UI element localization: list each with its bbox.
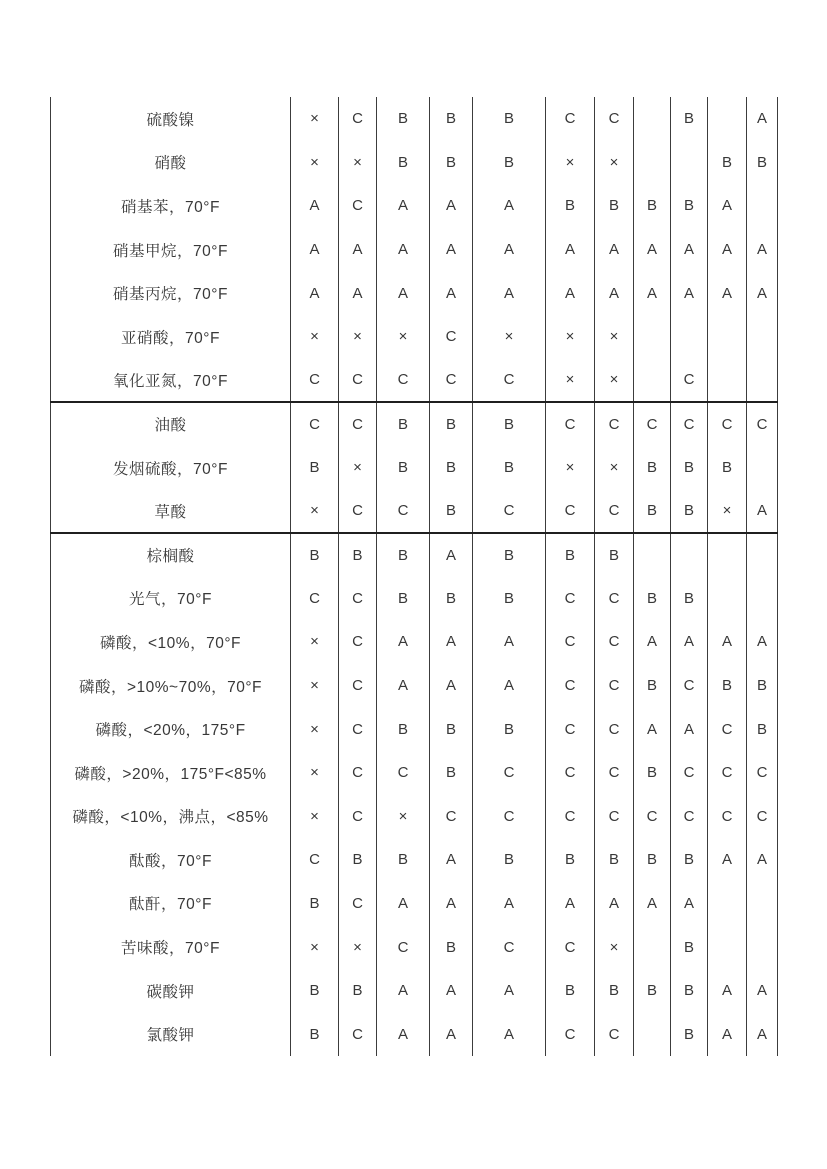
rating-cell: A	[339, 228, 377, 272]
rating-cell: A	[634, 228, 671, 272]
rating-cell: A	[756, 241, 767, 259]
rating-cell: A	[377, 1012, 430, 1056]
rating-cell: B	[473, 838, 546, 882]
rating-cell: A	[430, 969, 473, 1013]
rating-cell: A	[473, 228, 546, 272]
rating-cell: ×	[377, 315, 430, 359]
rating-cell: C	[595, 1012, 634, 1056]
rating-cell: A	[634, 271, 671, 315]
rating-cell: B	[595, 838, 634, 882]
rating-cell: C	[377, 925, 430, 969]
rating-cell: B	[473, 707, 546, 751]
rating-cell: A	[756, 851, 767, 869]
rating-cell: C	[634, 795, 671, 839]
rating-cell: A	[546, 228, 595, 272]
rating-cell: B	[430, 446, 473, 490]
rating-cell: B	[634, 446, 671, 490]
rating-cell: ×	[546, 141, 595, 185]
rating-cell: A	[339, 271, 377, 315]
rating-cell: A	[756, 284, 767, 302]
rating-cell: C	[339, 751, 377, 795]
rating-cell: A	[473, 969, 546, 1013]
rating-cell	[747, 925, 778, 969]
rating-cell: A	[473, 184, 546, 228]
rating-cell: ×	[291, 315, 339, 359]
rating-cell: B	[473, 577, 546, 621]
rating-cell: B	[430, 97, 473, 141]
rating-cell: B	[634, 838, 671, 882]
rating-cell: C	[708, 402, 747, 446]
rating-cell: B	[377, 707, 430, 751]
rating-cell: C	[339, 664, 377, 708]
rating-cell: B	[546, 533, 595, 577]
table-row	[51, 838, 778, 882]
table-row	[51, 664, 778, 708]
rating-cell: A	[430, 184, 473, 228]
rating-cell: A	[671, 228, 708, 272]
rating-cell: C	[339, 620, 377, 664]
rating-cell: C	[546, 97, 595, 141]
rating-cell: C	[473, 925, 546, 969]
rating-cell	[747, 446, 778, 490]
rating-cell: B	[377, 577, 430, 621]
table-body	[51, 97, 778, 1056]
table-row	[51, 1012, 778, 1056]
rating-cell: A	[473, 664, 546, 708]
table-row	[51, 707, 778, 751]
rating-cell: A	[430, 271, 473, 315]
rating-cell: C	[339, 359, 377, 403]
rating-cell: B	[473, 533, 546, 577]
rating-cell: A	[377, 228, 430, 272]
rating-cell	[747, 882, 778, 926]
rating-cell: A	[708, 271, 747, 315]
chemical-name-cell: 油酸	[51, 402, 291, 446]
rating-cell: C	[339, 402, 377, 446]
rating-cell: ×	[291, 925, 339, 969]
rating-cell: C	[671, 664, 708, 708]
chemical-name-cell: 磷酸，>10%~70%，70°F	[51, 664, 291, 708]
rating-cell: C	[339, 882, 377, 926]
rating-cell: C	[339, 795, 377, 839]
rating-cell: A	[595, 271, 634, 315]
chemical-name-cell: 硝基甲烷，70°F	[51, 228, 291, 272]
rating-cell: C	[671, 751, 708, 795]
rating-cell: A	[671, 620, 708, 664]
rating-cell: B	[473, 402, 546, 446]
rating-cell: B	[634, 664, 671, 708]
rating-cell: C	[339, 577, 377, 621]
table-row	[51, 228, 778, 272]
chemical-name-cell: 发烟硫酸，70°F	[51, 446, 291, 490]
rating-cell	[708, 315, 747, 359]
rating-cell: C	[473, 751, 546, 795]
rating-cell	[671, 533, 708, 577]
rating-cell: A	[671, 271, 708, 315]
rating-cell: A	[377, 271, 430, 315]
rating-cell	[708, 882, 747, 926]
rating-cell: B	[634, 489, 671, 533]
rating-cell: C	[291, 577, 339, 621]
table-row	[51, 925, 778, 969]
rating-cell: A	[708, 1012, 747, 1056]
rating-cell: B	[546, 184, 595, 228]
rating-cell: A	[430, 838, 473, 882]
table-row	[51, 882, 778, 926]
rating-cell: C	[546, 795, 595, 839]
rating-cell: C	[671, 359, 708, 403]
rating-cell: C	[339, 707, 377, 751]
rating-cell: B	[671, 489, 708, 533]
rating-cell: B	[339, 533, 377, 577]
rating-cell: A	[756, 502, 767, 520]
rating-cell: ×	[291, 707, 339, 751]
table-row	[51, 533, 778, 577]
rating-cell: B	[634, 751, 671, 795]
rating-cell: B	[291, 1012, 339, 1056]
rating-cell: B	[430, 489, 473, 533]
rating-cell	[634, 97, 671, 141]
rating-cell: ×	[291, 751, 339, 795]
rating-cell: B	[708, 664, 747, 708]
rating-cell: C	[377, 751, 430, 795]
table-row	[51, 315, 778, 359]
rating-cell: ×	[546, 315, 595, 359]
rating-cell: C	[546, 489, 595, 533]
rating-cell: C	[291, 359, 339, 403]
rating-cell	[634, 359, 671, 403]
rating-cell: A	[377, 620, 430, 664]
chemical-name-cell: 磷酸，<20%，175°F	[51, 707, 291, 751]
table-row	[51, 359, 778, 403]
table-row	[51, 402, 778, 446]
chemical-name-cell: 苦味酸，70°F	[51, 925, 291, 969]
rating-cell: C	[595, 402, 634, 446]
rating-cell: B	[634, 577, 671, 621]
chemical-name-cell: 硝酸	[51, 141, 291, 185]
rating-cell: ×	[291, 489, 339, 533]
rating-cell: C	[595, 489, 634, 533]
rating-cell: A	[430, 1012, 473, 1056]
rating-cell	[634, 141, 671, 185]
rating-cell: C	[546, 707, 595, 751]
rating-cell: C	[339, 184, 377, 228]
rating-cell: C	[291, 838, 339, 882]
rating-cell: B	[430, 751, 473, 795]
chemical-name-cell: 亚硝酸，70°F	[51, 315, 291, 359]
rating-cell	[671, 315, 708, 359]
rating-cell: ×	[595, 359, 634, 403]
rating-cell: B	[339, 969, 377, 1013]
rating-cell: A	[671, 707, 708, 751]
rating-cell: B	[671, 97, 708, 141]
rating-cell: A	[473, 1012, 546, 1056]
chemical-name-cell: 光气，70°F	[51, 577, 291, 621]
rating-cell: B	[430, 577, 473, 621]
rating-cell	[747, 577, 778, 621]
chemical-name-cell: 硝基苯，70°F	[51, 184, 291, 228]
rating-cell: ×	[595, 141, 634, 185]
rating-cell: B	[595, 533, 634, 577]
rating-cell: A	[430, 664, 473, 708]
rating-cell: A	[473, 882, 546, 926]
rating-cell: B	[756, 720, 767, 738]
rating-cell: A	[473, 620, 546, 664]
rating-cell: ×	[595, 315, 634, 359]
table-row	[51, 795, 778, 839]
rating-cell: B	[430, 141, 473, 185]
compatibility-table-container	[50, 97, 777, 1056]
rating-cell: C	[595, 620, 634, 664]
chemical-name-cell: 酞酐，70°F	[51, 882, 291, 926]
rating-cell: B	[634, 969, 671, 1013]
rating-cell: C	[291, 402, 339, 446]
rating-cell: A	[291, 271, 339, 315]
chemical-name-cell: 棕榈酸	[51, 533, 291, 577]
rating-cell	[708, 359, 747, 403]
rating-cell: B	[473, 141, 546, 185]
chemical-name-cell: 硝基丙烷，70°F	[51, 271, 291, 315]
rating-cell	[634, 315, 671, 359]
rating-cell: C	[595, 751, 634, 795]
rating-cell: A	[756, 110, 767, 128]
rating-cell: C	[546, 664, 595, 708]
rating-cell: B	[708, 141, 747, 185]
rating-cell: A	[430, 882, 473, 926]
rating-cell: A	[756, 982, 767, 1000]
rating-cell: C	[595, 795, 634, 839]
rating-cell: C	[546, 1012, 595, 1056]
rating-cell: C	[473, 795, 546, 839]
rating-cell: A	[291, 184, 339, 228]
rating-cell: A	[708, 228, 747, 272]
rating-cell: A	[634, 707, 671, 751]
rating-cell: C	[339, 489, 377, 533]
rating-cell: B	[430, 707, 473, 751]
rating-cell: C	[671, 402, 708, 446]
rating-cell: ×	[339, 141, 377, 185]
rating-cell: ×	[291, 664, 339, 708]
rating-cell: C	[430, 315, 473, 359]
rating-cell: ×	[339, 315, 377, 359]
table-row	[51, 751, 778, 795]
rating-cell: ×	[377, 795, 430, 839]
rating-cell: B	[291, 533, 339, 577]
rating-cell: ×	[595, 925, 634, 969]
rating-cell: B	[291, 446, 339, 490]
rating-cell: B	[377, 97, 430, 141]
rating-cell	[634, 925, 671, 969]
rating-cell: B	[671, 925, 708, 969]
rating-cell: A	[291, 228, 339, 272]
rating-cell: B	[377, 402, 430, 446]
rating-cell: ×	[708, 489, 747, 533]
chemical-name-cell: 硫酸镍	[51, 97, 291, 141]
rating-cell: B	[595, 969, 634, 1013]
rating-cell: C	[339, 1012, 377, 1056]
rating-cell	[634, 1012, 671, 1056]
rating-cell: C	[430, 359, 473, 403]
rating-cell: C	[708, 795, 747, 839]
rating-cell: A	[756, 633, 767, 651]
rating-cell: B	[473, 97, 546, 141]
rating-cell	[747, 533, 778, 577]
table-row	[51, 577, 778, 621]
rating-cell: C	[377, 489, 430, 533]
rating-cell: ×	[291, 141, 339, 185]
rating-cell	[634, 533, 671, 577]
rating-cell: A	[473, 271, 546, 315]
rating-cell: A	[546, 882, 595, 926]
rating-cell: B	[634, 184, 671, 228]
rating-cell: B	[595, 184, 634, 228]
rating-cell	[671, 141, 708, 185]
rating-cell: A	[634, 620, 671, 664]
rating-cell	[747, 315, 778, 359]
rating-cell: C	[756, 764, 768, 782]
rating-cell: C	[430, 795, 473, 839]
rating-cell: A	[430, 620, 473, 664]
rating-cell: B	[671, 838, 708, 882]
rating-cell: B	[756, 677, 767, 695]
rating-cell: A	[671, 882, 708, 926]
rating-cell: B	[473, 446, 546, 490]
rating-cell: B	[671, 969, 708, 1013]
rating-cell: B	[756, 153, 767, 171]
rating-cell: B	[430, 925, 473, 969]
rating-cell: ×	[546, 446, 595, 490]
rating-cell: B	[708, 446, 747, 490]
rating-cell	[708, 577, 747, 621]
rating-cell: A	[377, 184, 430, 228]
rating-cell: A	[430, 533, 473, 577]
rating-cell: B	[671, 446, 708, 490]
rating-cell: A	[708, 838, 747, 882]
rating-cell: A	[756, 1025, 767, 1043]
rating-cell: C	[473, 359, 546, 403]
rating-cell: ×	[473, 315, 546, 359]
chemical-name-cell: 氧化亚氮，70°F	[51, 359, 291, 403]
rating-cell: ×	[339, 925, 377, 969]
rating-cell: A	[430, 228, 473, 272]
chemical-name-cell: 草酸	[51, 489, 291, 533]
chemical-name-cell: 氯酸钾	[51, 1012, 291, 1056]
table-row	[51, 969, 778, 1013]
table-row	[51, 620, 778, 664]
rating-cell: A	[634, 882, 671, 926]
rating-cell: C	[546, 620, 595, 664]
chemical-name-cell: 磷酸，<10%，70°F	[51, 620, 291, 664]
rating-cell: C	[671, 795, 708, 839]
rating-cell: B	[291, 882, 339, 926]
rating-cell: A	[377, 969, 430, 1013]
chemical-name-cell: 酞酸，70°F	[51, 838, 291, 882]
rating-cell: C	[756, 807, 768, 825]
rating-cell: A	[595, 228, 634, 272]
rating-cell	[708, 97, 747, 141]
rating-cell: A	[546, 271, 595, 315]
rating-cell: C	[546, 402, 595, 446]
rating-cell: B	[377, 141, 430, 185]
rating-cell: C	[708, 707, 747, 751]
table-row	[51, 97, 778, 141]
rating-cell	[747, 359, 778, 403]
rating-cell: C	[546, 751, 595, 795]
rating-cell: B	[291, 969, 339, 1013]
chemical-name-cell: 磷酸，<10%，沸点，<85%	[51, 795, 291, 839]
table-row	[51, 184, 778, 228]
rating-cell: A	[377, 664, 430, 708]
rating-cell: B	[377, 838, 430, 882]
rating-cell: ×	[291, 620, 339, 664]
chemical-compatibility-table	[50, 97, 778, 1056]
rating-cell: C	[747, 402, 778, 446]
rating-cell: ×	[291, 795, 339, 839]
rating-cell: C	[473, 489, 546, 533]
rating-cell: ×	[595, 446, 634, 490]
chemical-name-cell: 碳酸钾	[51, 969, 291, 1013]
rating-cell: C	[546, 577, 595, 621]
rating-cell: B	[430, 402, 473, 446]
rating-cell: B	[546, 969, 595, 1013]
rating-cell	[747, 184, 778, 228]
rating-cell: ×	[546, 359, 595, 403]
rating-cell: ×	[291, 97, 339, 141]
rating-cell: B	[546, 838, 595, 882]
chemical-name-cell: 磷酸，>20%，175°F<85%	[51, 751, 291, 795]
rating-cell: C	[595, 97, 634, 141]
rating-cell	[708, 925, 747, 969]
rating-cell: B	[377, 446, 430, 490]
rating-cell: C	[595, 577, 634, 621]
table-row	[51, 271, 778, 315]
table-row	[51, 489, 778, 533]
rating-cell: A	[708, 969, 747, 1013]
rating-cell: B	[671, 1012, 708, 1056]
rating-cell: C	[377, 359, 430, 403]
rating-cell: A	[708, 184, 747, 228]
rating-cell	[708, 533, 747, 577]
rating-cell: B	[377, 533, 430, 577]
rating-cell: C	[595, 707, 634, 751]
table-row	[51, 141, 778, 185]
rating-cell: C	[708, 751, 747, 795]
rating-cell: A	[708, 620, 747, 664]
rating-cell: C	[595, 664, 634, 708]
rating-cell: C	[546, 925, 595, 969]
rating-cell: B	[339, 838, 377, 882]
rating-cell: A	[595, 882, 634, 926]
rating-cell: C	[634, 402, 671, 446]
rating-cell: B	[671, 184, 708, 228]
rating-cell: A	[377, 882, 430, 926]
rating-cell: C	[339, 97, 377, 141]
rating-cell: ×	[339, 446, 377, 490]
table-row	[51, 446, 778, 490]
rating-cell: B	[671, 577, 708, 621]
